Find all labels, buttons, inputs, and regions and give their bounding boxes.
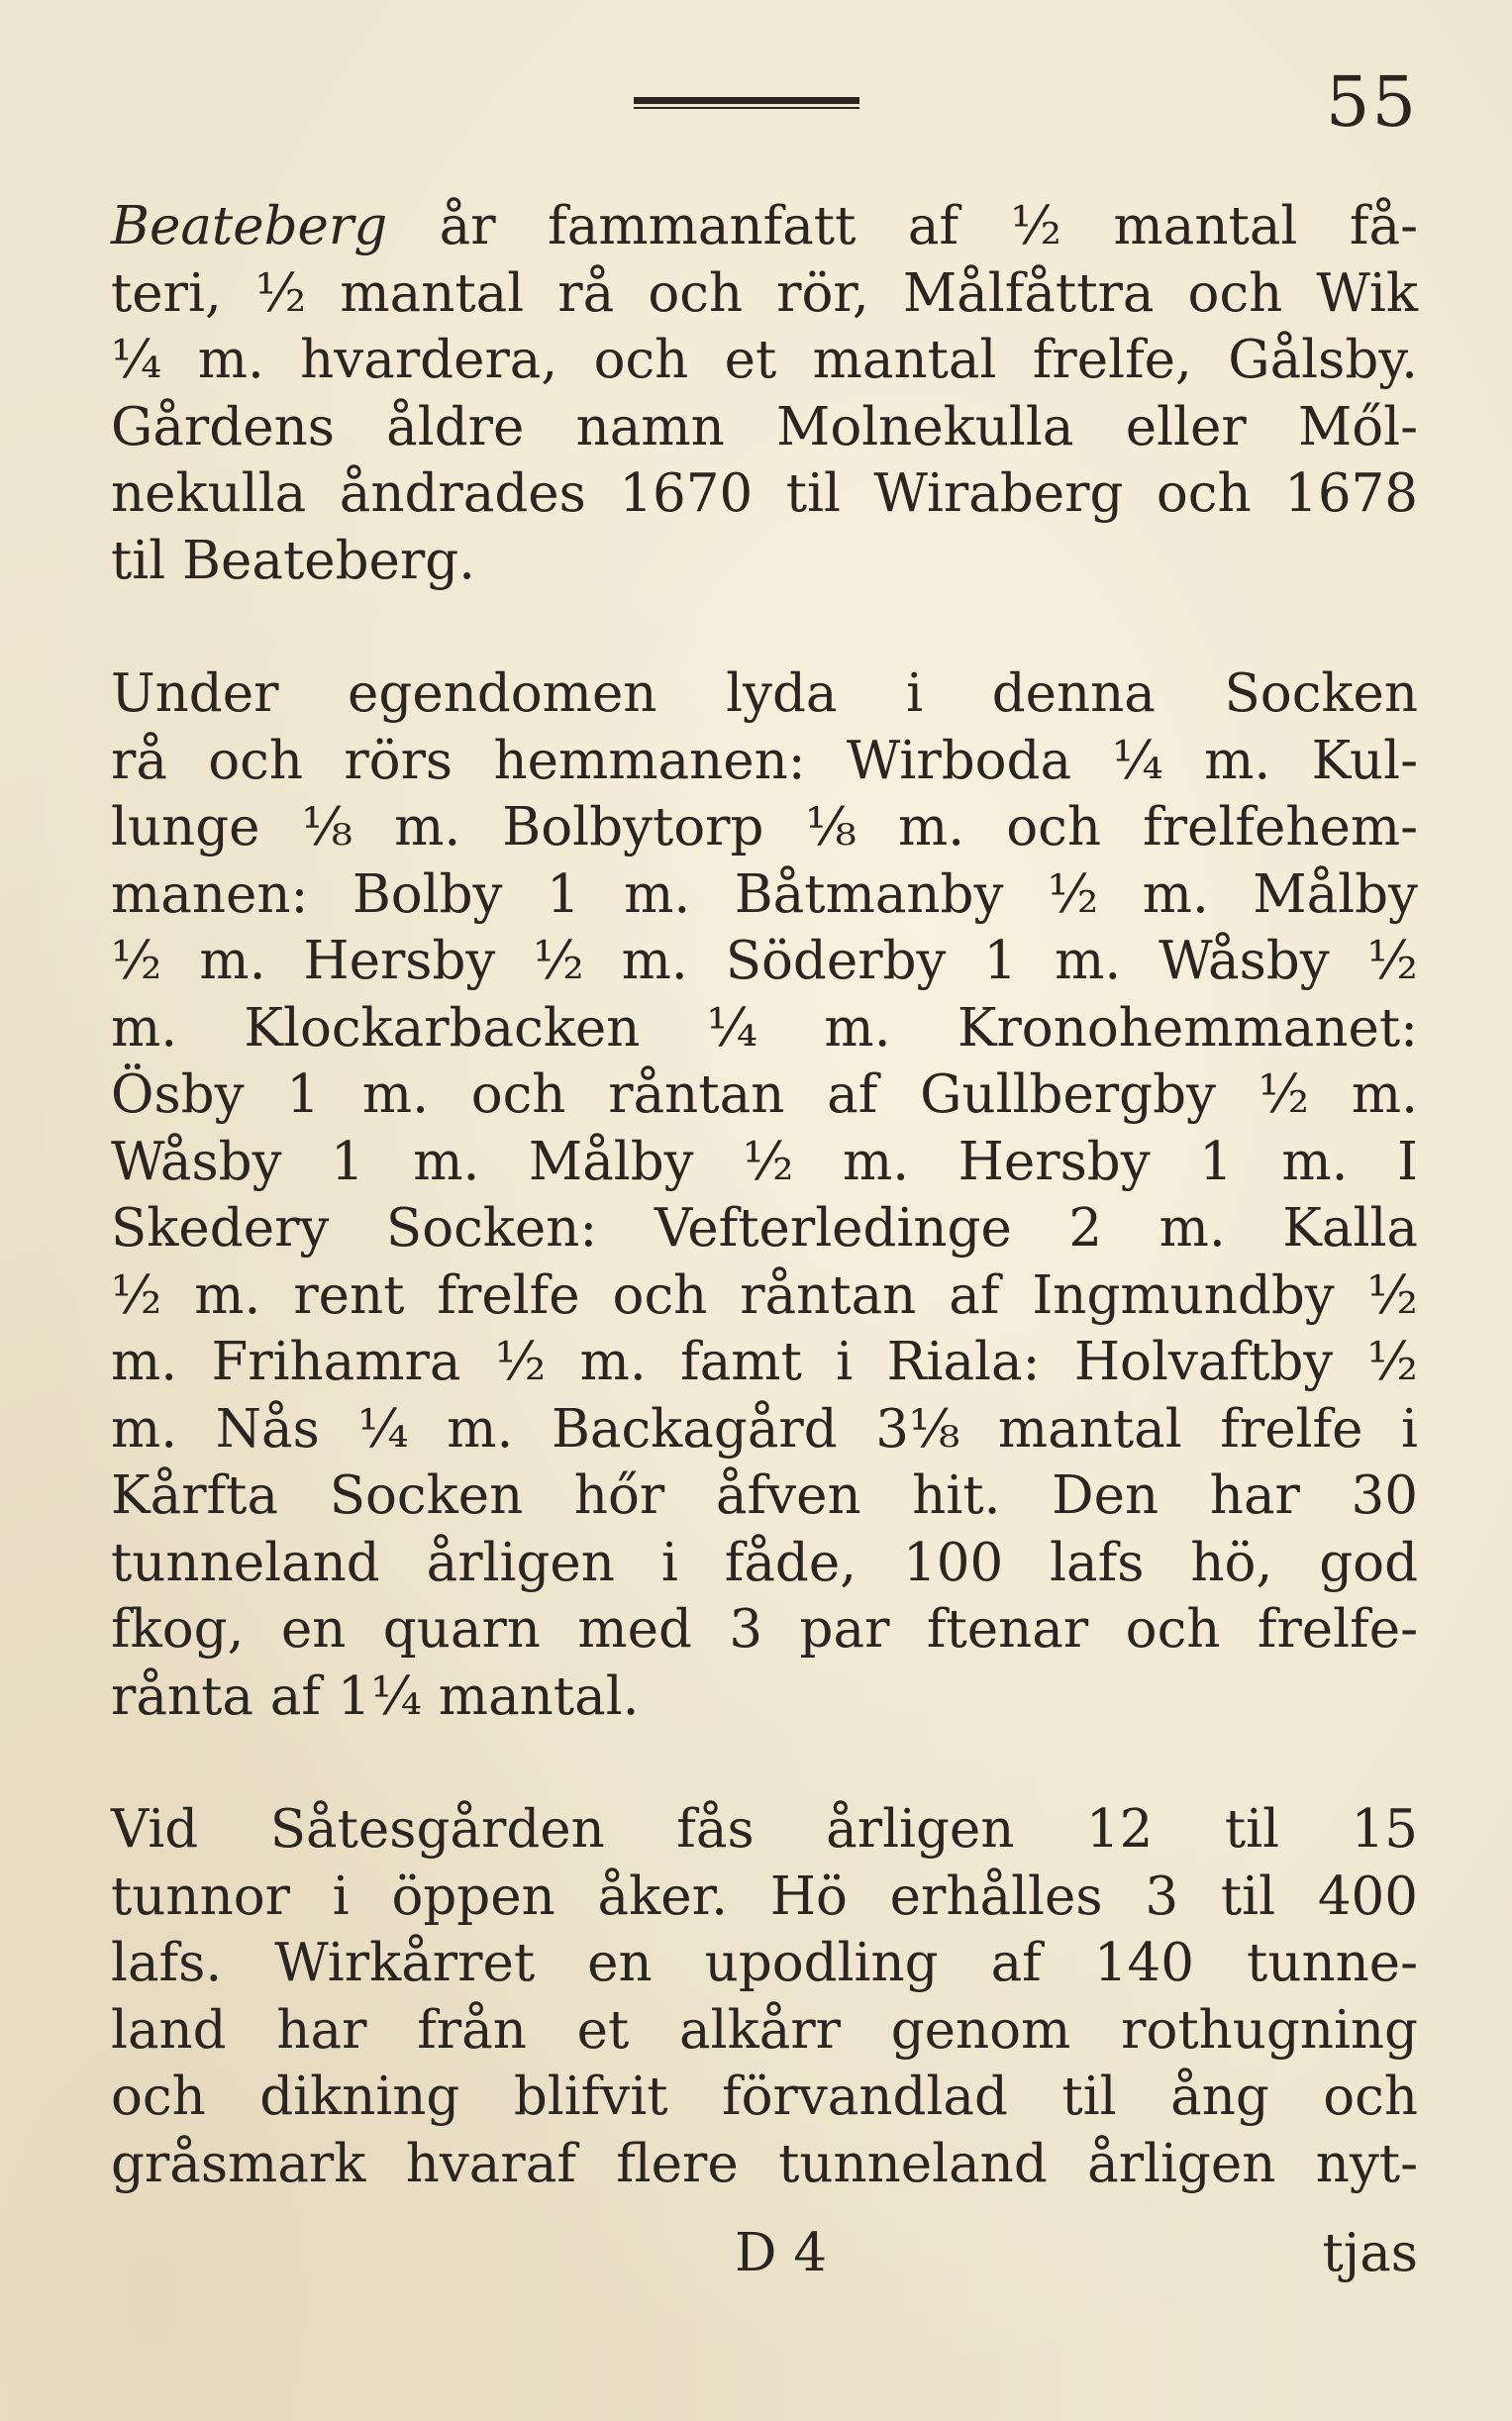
- text-line: lafs. Wirkårret en upodling af 140 tunne-: [111, 1933, 1418, 1993]
- text-line: fkog, en quarn med 3 par ftenar och frelfe-: [111, 1599, 1418, 1660]
- paragraph-1: [111, 193, 1418, 594]
- text-line: Gårdens åldre namn Molnekulla eller Mől-: [111, 396, 1418, 457]
- body-text: [111, 193, 1418, 2197]
- text-line: rånta af 1¼ mantal.: [111, 1665, 640, 1727]
- text-line: til Beateberg.: [111, 530, 476, 591]
- text-line: ¼ m. hvardera, och et mantal frelfe, Gålsby.: [111, 330, 1418, 390]
- text-line: land har från et alkårr genom rothugning: [111, 1999, 1418, 2061]
- text-line: nekulla åndrades 1670 til Wiraberg och 1678: [111, 463, 1418, 524]
- paragraph-3: [111, 1796, 1418, 2197]
- page-footer: [111, 2223, 1418, 2292]
- text-line: lunge ⅛ m. Bolbytorp ⅛ m. och frelfehem-: [111, 797, 1418, 857]
- text-line: ½ m. Hersby ½ m. Söderby 1 m. Wåsby ½: [111, 931, 1418, 991]
- paragraph-2: [111, 660, 1418, 1730]
- text-line: tunneland årligen i fåde, 100 lafs hö, god: [111, 1532, 1418, 1593]
- text-line: Kårfta Socken hőr åfven hit. Den har 30: [111, 1465, 1418, 1526]
- text-line: och dikning blifvit förvandlad til ång och: [111, 2067, 1418, 2127]
- text-line: m. Nås ¼ m. Backagård 3⅛ mantal frelfe i: [111, 1398, 1418, 1460]
- text-line: manen: Bolby 1 m. Båtmanby ½ m. Målby: [111, 863, 1418, 925]
- text-line: tunnor i öppen åker. Hö erhålles 3 til 400: [111, 1866, 1418, 1927]
- text-line: Ösby 1 m. och råntan af Gullbergby ½ m.: [111, 1064, 1418, 1125]
- text-line: rå och rörs hemmanen: Wirboda ¼ m. Kul-: [111, 730, 1418, 791]
- signature-mark: D 4: [735, 2223, 828, 2283]
- catchword: tjas: [1322, 2223, 1418, 2283]
- estate-name: Beateberg: [111, 196, 388, 256]
- text-line-rest: år fammanfatt af ½ mantal få-: [439, 196, 1419, 256]
- text-line: [111, 193, 1418, 260]
- header-rule: [634, 97, 859, 109]
- text-line: Wåsby 1 m. Målby ½ m. Hersby 1 m. I: [111, 1131, 1418, 1192]
- text-line: m. Frihamra ½ m. famt i Riala: Holvaftby ½: [111, 1332, 1418, 1392]
- text-line: gråsmark hvaraf flere tunneland årligen nyt-: [111, 2133, 1418, 2194]
- text-line: Under egendomen lyda i denna Socken: [111, 663, 1418, 724]
- text-line: teri, ½ mantal rå och rör, Målfåttra och Wik: [111, 262, 1418, 324]
- page-number: 55: [1325, 61, 1418, 143]
- text-line: ½ m. rent frelfe och råntan af Ingmundby ½: [111, 1264, 1418, 1326]
- text-line: Vid Såtesgården fås årligen 12 til 15: [111, 1799, 1418, 1860]
- text-line: Skedery Socken: Vefterledinge 2 m. Kalla: [111, 1198, 1418, 1259]
- text-line: m. Klockarbacken ¼ m. Kronohemmanet:: [111, 997, 1418, 1059]
